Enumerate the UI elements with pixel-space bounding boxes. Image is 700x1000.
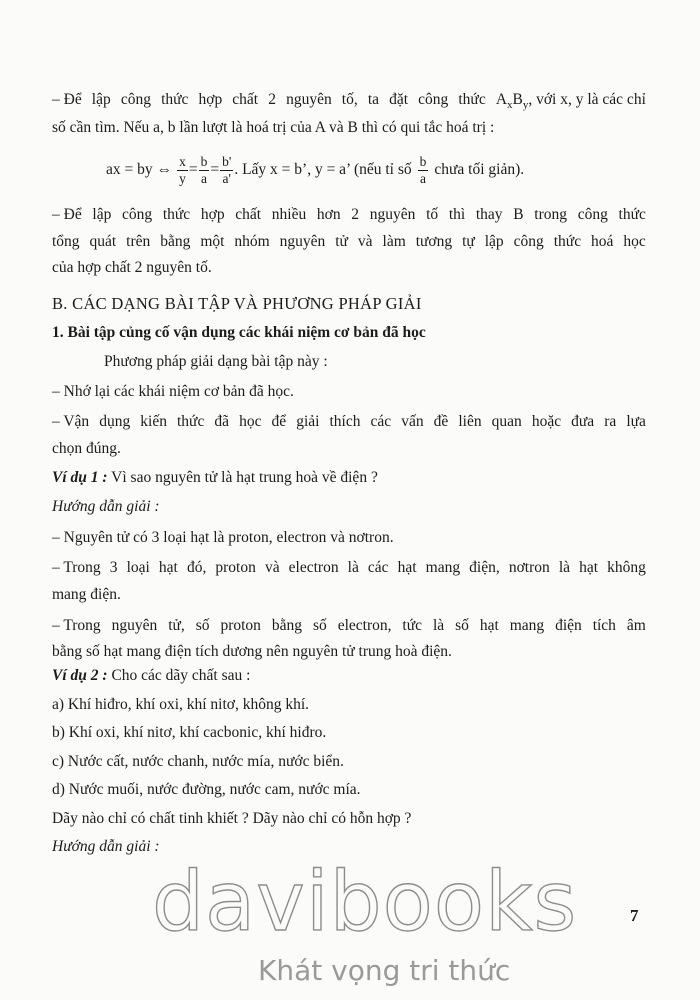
para1-line2: số cần tìm. Nếu a, b lần lượt là hoá trị của A và B thì có qui tắc hoá trị : (52, 119, 495, 136)
example-2-option-a: a) Khí hiđro, khí oxi, khí nitơ, không khí. (52, 696, 310, 713)
word: vấn (401, 413, 424, 430)
word: không (607, 559, 646, 576)
word: liên (458, 413, 482, 430)
example-2-option-c: c) Nước cất, nước chanh, nước mía, nước biển. (52, 753, 344, 770)
example-1-answer-3-line2: bằng số hạt mang điện tích dương nên nguyên tử trung hoà điện. (52, 643, 452, 660)
word: kiến (140, 413, 167, 430)
word: nhiều (271, 206, 307, 223)
word: tương (415, 233, 453, 250)
word: – Vận (52, 413, 90, 430)
example-2-ask: Dãy nào chỉ có chất tinh khiết ? Dãy nào chỉ có hỗn hợp ? (52, 810, 412, 827)
word: công (577, 206, 608, 223)
formula-lhs: ax = by (106, 161, 153, 178)
example-1-answer-2-line2: mang điện. (52, 586, 121, 603)
word: thì (448, 206, 466, 223)
word: tử (335, 233, 348, 250)
word: mang (509, 617, 545, 634)
example-1-answer-1: – Nguyên tử có 3 loại hạt là proton, electron và nơtron. (52, 529, 394, 546)
example-1-guide: Hướng dẫn giải : (52, 498, 160, 515)
word: dụng (99, 413, 131, 430)
word: thích (329, 413, 361, 430)
method-item-1: – Nhớ lại các khái niệm cơ bản đã học. (52, 383, 294, 400)
para2-line2 (52, 232, 646, 252)
word: lập (92, 206, 112, 223)
word: hợp (200, 206, 225, 223)
word: là (558, 559, 570, 576)
equals-sign: = (210, 161, 220, 178)
word: và (357, 233, 373, 250)
watermark-logo: davibooks (152, 855, 578, 950)
word: thức (161, 91, 189, 108)
word: tích (592, 617, 616, 634)
example-1-question (52, 468, 378, 488)
fraction-denominator: a (420, 170, 427, 186)
iff-symbol: ⇔ (156, 161, 173, 178)
word: tố (426, 206, 439, 223)
word: đã (214, 413, 230, 430)
subscript-y: y (522, 99, 529, 112)
method-intro: Phương pháp giải dạng bài tập này : (104, 353, 328, 370)
word: thức (177, 413, 205, 430)
word: – Để (52, 206, 82, 223)
word: số (195, 617, 210, 634)
word: số (312, 617, 327, 634)
watermark-slogan: Khát vọng tri thức (258, 954, 511, 987)
word: đặt (389, 91, 409, 108)
word: trên (126, 233, 151, 250)
word: trong (534, 206, 567, 223)
equals-sign: = (188, 161, 198, 178)
word: và (264, 559, 280, 576)
word: – Để (52, 91, 82, 108)
word: nguyên (279, 233, 326, 250)
word: ra (604, 413, 617, 430)
subsection-1-heading: 1. Bài tập củng cố vận dụng các khái niệm cơ bản đã học (52, 324, 426, 341)
method-item-2-line1 (52, 412, 646, 432)
example-2-guide: Hướng dẫn giải : (52, 838, 160, 855)
word: electron, (337, 617, 392, 634)
formula-text-2: chưa tối giản). (434, 161, 525, 178)
example-2-option-d: d) Nước muối, nước đường, nước cam, nước mía. (52, 781, 361, 798)
word: đề (433, 413, 449, 430)
fraction-denominator: a (201, 170, 207, 186)
word: tự (462, 233, 475, 250)
fraction-numerator: b (200, 153, 208, 169)
word: proton (215, 559, 256, 576)
word: tổng (52, 233, 80, 250)
word: tố, (341, 91, 358, 108)
word: lựa (626, 413, 646, 430)
formula-axby (496, 90, 646, 115)
example-1-text: Vì sao nguyên tử là hạt trung hoà về điện ? (107, 469, 378, 486)
word: hạt (158, 559, 178, 576)
word: 2 (351, 206, 360, 223)
word: giải (296, 413, 320, 430)
word: công (418, 91, 449, 108)
word: công (120, 91, 151, 108)
word: một (200, 233, 225, 250)
word: hạt (397, 559, 417, 576)
section-b-heading: B. CÁC DẠNG BÀI TẬP VÀ PHƯƠNG PHÁP GIẢI (52, 294, 422, 313)
example-1-label: Ví dụ 1 : (52, 469, 108, 486)
word: đưa (571, 413, 595, 430)
valence-formula (106, 148, 524, 192)
word: lập (91, 91, 111, 108)
example-1-answer-3-line1 (52, 616, 646, 636)
word: nơtron (508, 559, 550, 576)
fraction-denominator: y (179, 170, 186, 186)
fraction-numerator: x (179, 153, 186, 169)
word: chất (235, 206, 262, 223)
fraction-b-a-ratio (418, 154, 429, 187)
word: hơn (316, 206, 341, 223)
word: hạt (479, 617, 499, 634)
word: làm (382, 233, 406, 250)
word: là (432, 617, 445, 634)
word: bằng (271, 617, 303, 634)
word: thay (475, 206, 503, 223)
word: nguyên (369, 206, 416, 223)
fraction-b-a (199, 154, 210, 187)
word: 2 (268, 91, 276, 108)
line1-tail: , với x, y là các chỉ (528, 91, 646, 108)
word: proton (220, 617, 261, 634)
word: thức (458, 91, 486, 108)
word: công (513, 233, 544, 250)
word: để (271, 413, 287, 430)
word: thức (162, 206, 191, 223)
fraction-numerator: b' (222, 153, 232, 169)
example-2-text: Cho các dãy chất sau : (107, 667, 251, 684)
example-2-option-b: b) Khí oxi, khí nitơ, khí cacbonic, khí hiđro. (52, 724, 327, 741)
word: đó, (186, 559, 207, 576)
word: B (513, 206, 524, 223)
word: hoá (591, 233, 614, 250)
word: học (239, 413, 262, 430)
word: âm (626, 617, 646, 634)
para1-line1 (52, 90, 646, 115)
word: chất (232, 91, 259, 108)
word: – Trong (52, 617, 101, 634)
word: các (370, 413, 392, 430)
fraction-numerator: b (419, 153, 427, 169)
example-2-label: Ví dụ 2 : (52, 667, 108, 684)
word: thức (618, 206, 646, 223)
word: loại (126, 559, 150, 576)
page-number: 7 (630, 906, 639, 925)
word: nguyên (111, 617, 158, 634)
symbol-a: A (495, 91, 508, 108)
word: hoặc (531, 413, 562, 430)
word: điện (555, 617, 582, 634)
word: bằng (160, 233, 191, 250)
word: tức (402, 617, 423, 634)
word: mang (425, 559, 461, 576)
fraction-b-prime-a-prime (220, 154, 233, 187)
word: là (347, 559, 359, 576)
word: quát (89, 233, 117, 250)
word: electron (288, 559, 339, 576)
example-2-question (52, 666, 250, 686)
word: điện, (469, 559, 500, 576)
word: hợp (198, 91, 223, 108)
word: quan (491, 413, 522, 430)
symbol-b: B (512, 91, 523, 108)
word: các (367, 559, 389, 576)
para2-line1 (52, 205, 646, 225)
formula-text-1: . Lấy x = b’, y = a’ (nếu tỉ số (234, 161, 412, 178)
example-1-answer-2-line1 (52, 558, 646, 578)
word: lập (484, 233, 504, 250)
word: công (122, 206, 153, 223)
word: nhóm (234, 233, 270, 250)
word: hạt (579, 559, 599, 576)
word: thức (553, 233, 582, 250)
fraction-x-y (177, 154, 188, 187)
word: số (455, 617, 469, 634)
word: ta (367, 91, 380, 108)
word: 3 (109, 559, 118, 576)
para2-line3: của hợp chất 2 nguyên tố. (52, 259, 212, 276)
word: nguyên (286, 91, 332, 108)
word: học (623, 233, 646, 250)
word: – Trong (52, 559, 101, 576)
subscript-x: x (507, 99, 513, 112)
method-item-2-line2: chọn đúng. (52, 440, 121, 457)
word: tử, (168, 617, 185, 634)
fraction-denominator: a' (222, 170, 231, 186)
